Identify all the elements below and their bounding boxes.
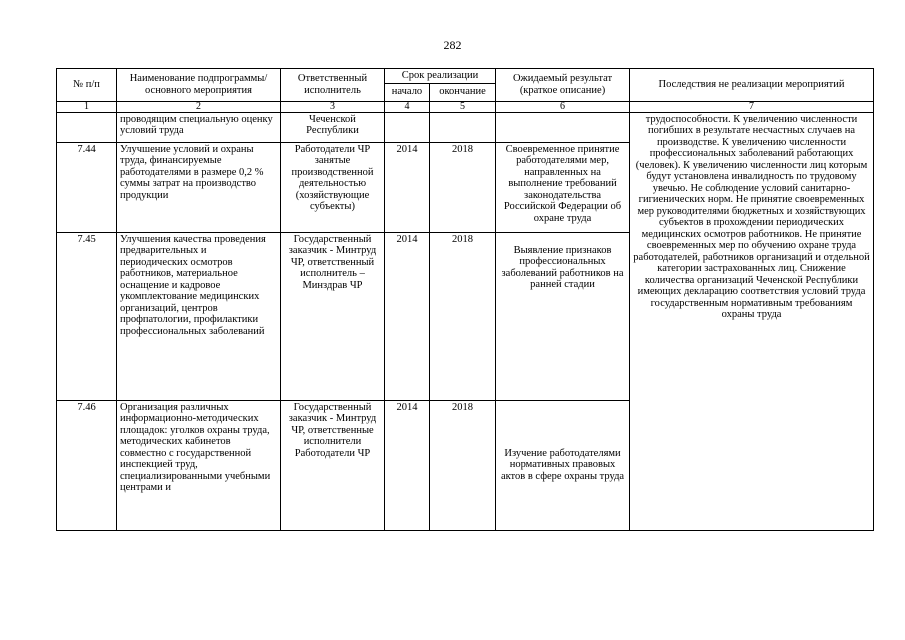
row-start: 2014 — [385, 400, 430, 530]
row-end: 2018 — [430, 232, 496, 400]
row-end: 2018 — [430, 142, 496, 232]
header-start: начало — [385, 83, 430, 101]
column-number: 2 — [117, 101, 281, 112]
column-number: 6 — [496, 101, 630, 112]
row-end — [430, 112, 496, 142]
header-period: Срок реализации — [385, 69, 496, 84]
header-end: окончание — [430, 83, 496, 101]
row-end: 2018 — [430, 400, 496, 530]
row-result: Изучение работодателями нормативных правовых актов в сфере охраны труда — [496, 400, 630, 530]
column-number: 1 — [57, 101, 117, 112]
row-start — [385, 112, 430, 142]
consequences-cell: трудоспособности. К увеличению численности погибших в результате несчастных случаев на производстве. К увеличению численности профессиональных заболеваний работающих (человек). К увеличению численности лиц которым будут установлена инвалидность по трудовому увечью. Не соблюдение условий санитарно-гигиенических норм. Не принятие своевременных мер руководителями бюджетных и хозяйствующих субъектов в прохождении периодических медицинских осмотров работников. Не принятие своевременных мер по обучению охране труда работодателей, работников организаций и отдельной категории застрахованных лиц. Снижение количества организаций Чеченской Республики имеющих декларацию соответствия условий труда государственным нормативным требованиям охраны труда — [630, 112, 874, 530]
row-num: 7.45 — [57, 232, 117, 400]
column-number: 7 — [630, 101, 874, 112]
table-row — [57, 112, 874, 142]
row-executor: Чеченской Республики — [281, 112, 385, 142]
row-executor: Государственный заказчик - Минтруд ЧР, ответственный исполнитель – Минздрав ЧР — [281, 232, 385, 400]
header-consequences: Последствия не реализации мероприятий — [630, 69, 874, 102]
header-executor: Ответственный исполнитель — [281, 69, 385, 102]
row-name: проводящим специальную оценку условий труда — [117, 112, 281, 142]
row-num — [57, 112, 117, 142]
row-result: Своевременное принятие работодателями мер, направленных на выполнение требований законодательства Российской Федерации об охране труда — [496, 142, 630, 232]
row-result — [496, 112, 630, 142]
column-number: 5 — [430, 101, 496, 112]
column-number-row — [57, 101, 874, 112]
row-start: 2014 — [385, 232, 430, 400]
row-num: 7.46 — [57, 400, 117, 530]
row-result: Выявление признаков профессиональных заболеваний работников на ранней стадии — [496, 232, 630, 400]
page-number: 282 — [443, 38, 462, 52]
row-name: Улучшение условий и охраны труда, финансируемые работодателями в размере 0,2 % суммы затрат на производство продукции — [117, 142, 281, 232]
header-num: № п/п — [57, 69, 117, 102]
row-num: 7.44 — [57, 142, 117, 232]
column-number: 3 — [281, 101, 385, 112]
row-name: Организация различных информационно-методических площадок: уголков охраны труда, методических кабинетов совместно с государственной инспекцией труд, специализированными учебными центрами и — [117, 400, 281, 530]
row-executor: Работодатели ЧР занятые производственной деятельностью (хозяйствующие субъекты) — [281, 142, 385, 232]
measures-table — [56, 68, 874, 531]
header-name: Наименование подпрограммы/ основного мероприятия — [117, 69, 281, 102]
header-result: Ожидаемый результат (краткое описание) — [496, 69, 630, 102]
column-number: 4 — [385, 101, 430, 112]
row-start: 2014 — [385, 142, 430, 232]
row-name: Улучшения качества проведения предварительных и периодических осмотров работников, материальное оснащение и кадровое укомплектование медицинских организаций, центров профпатологии, профилактики профессиональных заболеваний — [117, 232, 281, 400]
row-executor: Государственный заказчик - Минтруд ЧР, ответственные исполнители Работодатели ЧР — [281, 400, 385, 530]
